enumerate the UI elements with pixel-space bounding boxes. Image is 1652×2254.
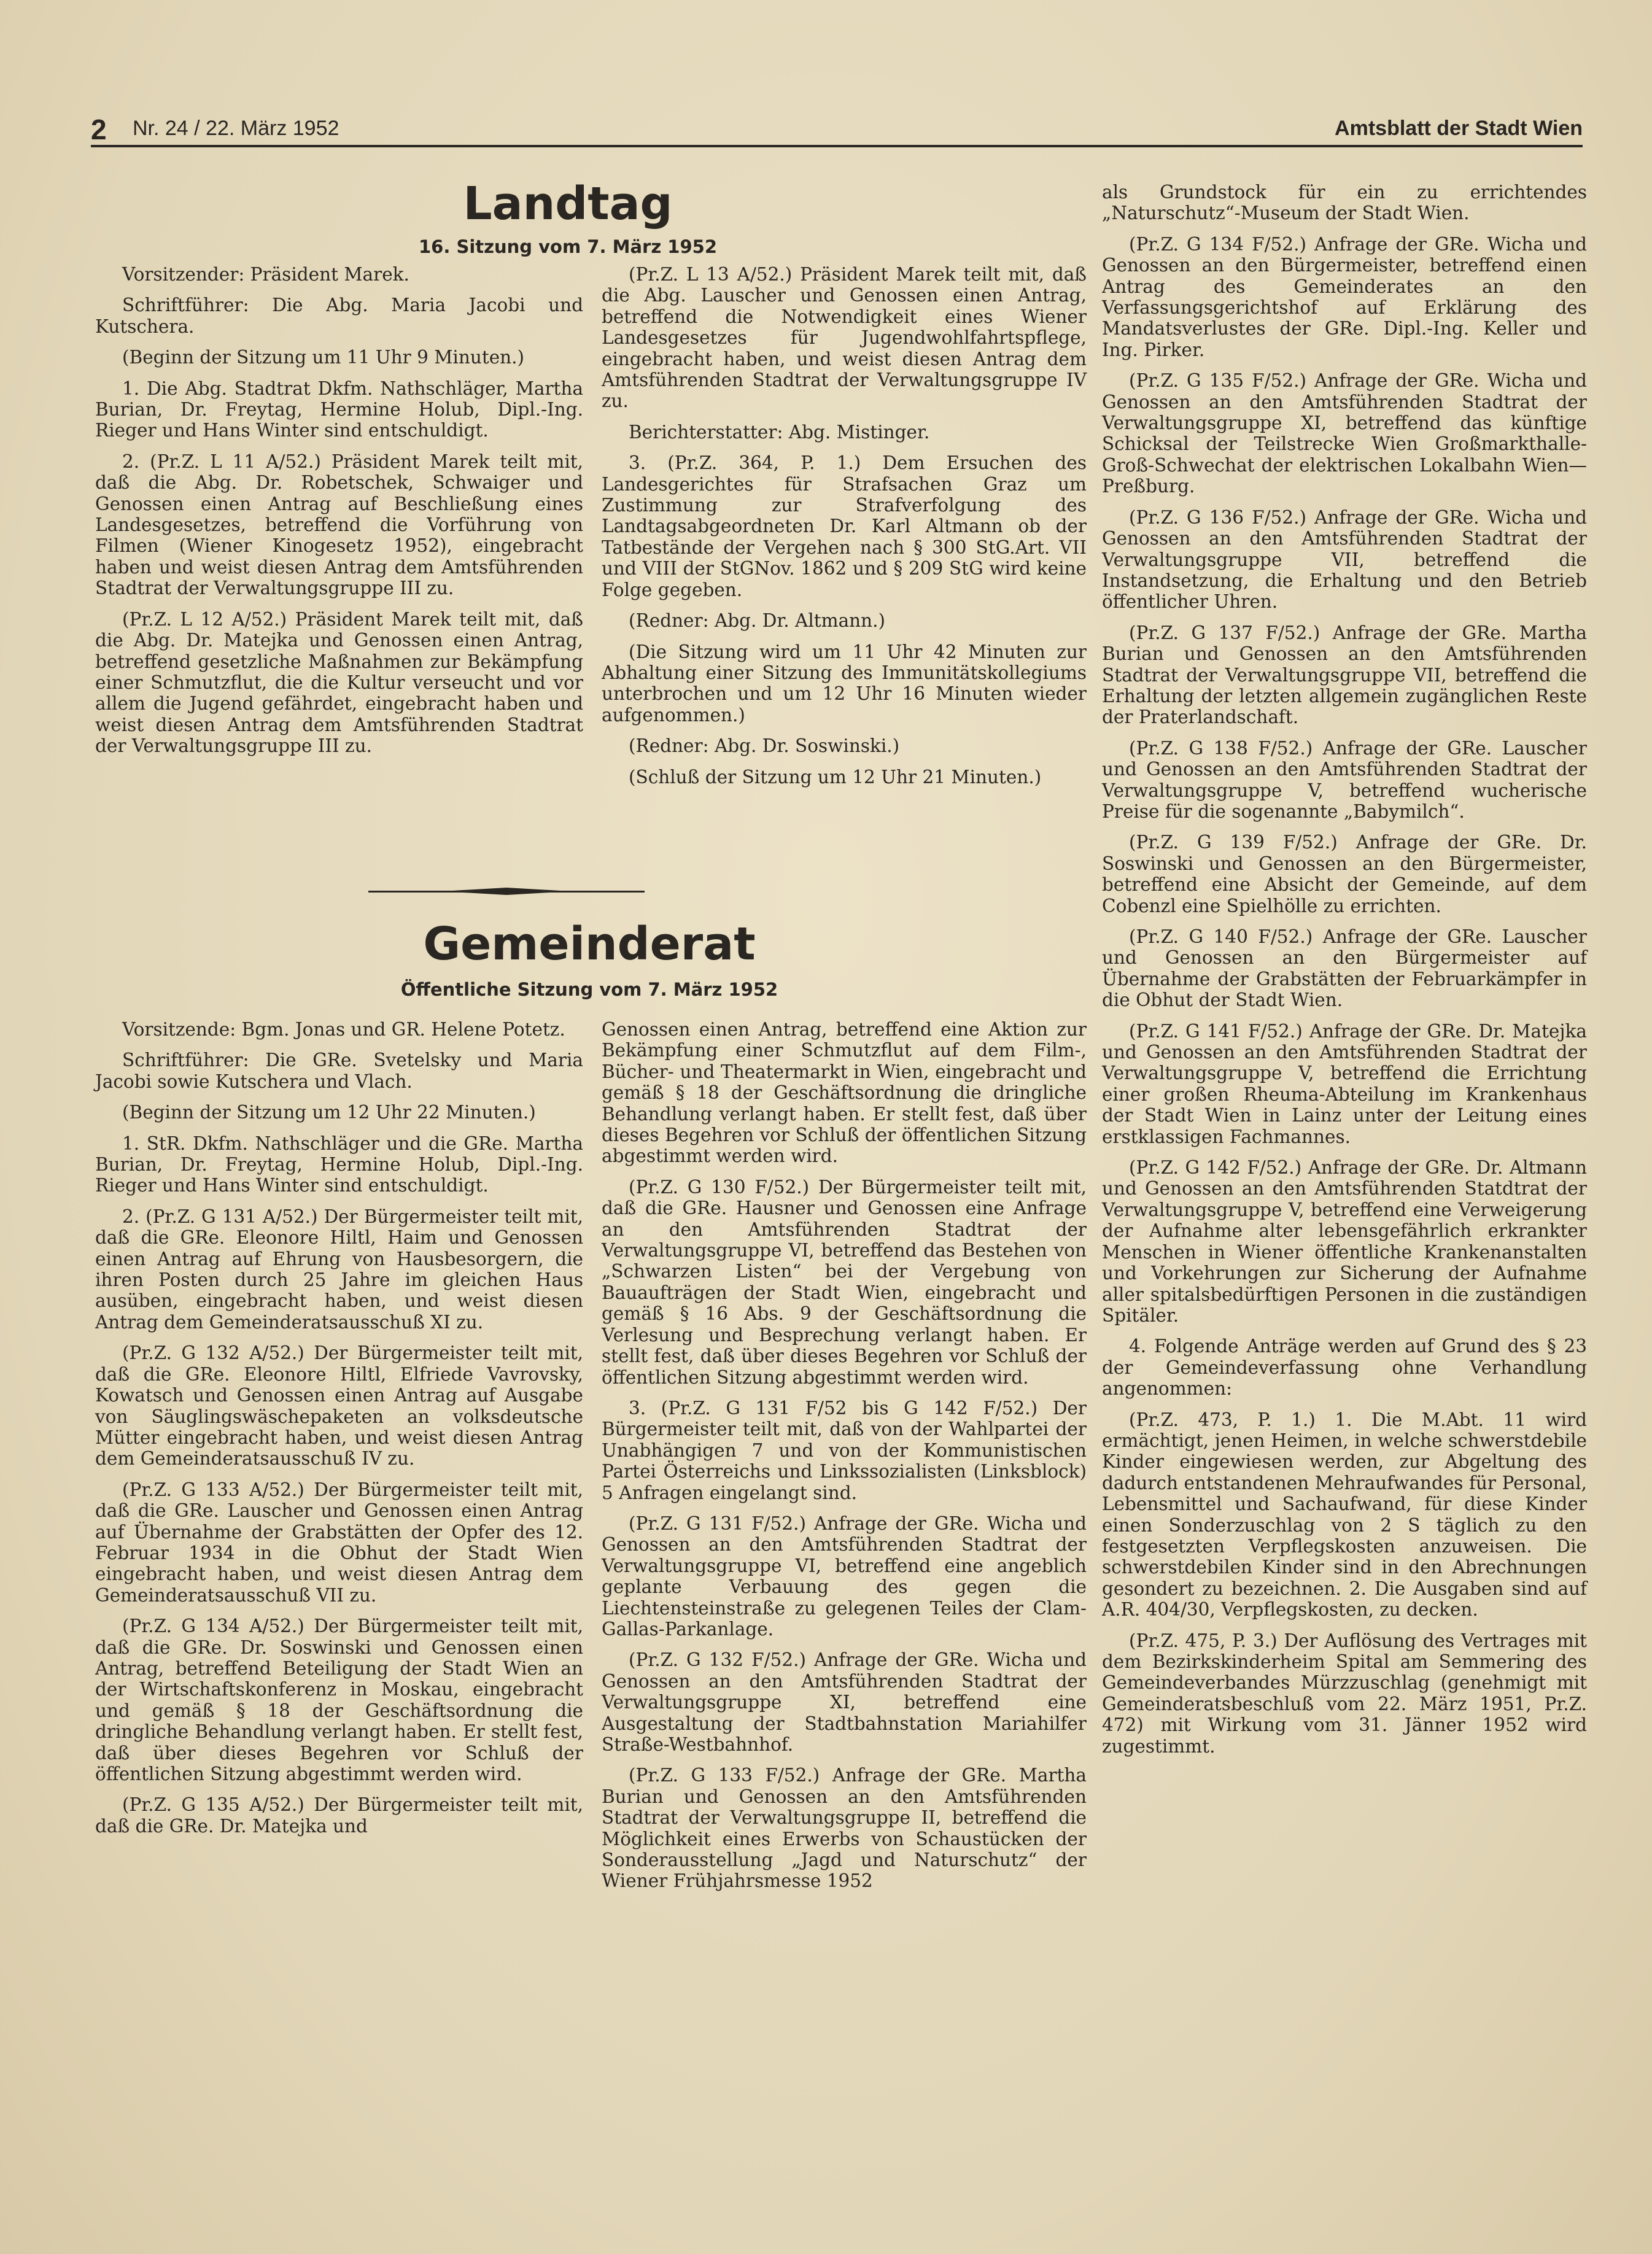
landtag-column-1: [95, 264, 583, 767]
gemeinderat-column-2: [602, 1019, 1087, 1902]
paragraph: (Pr.Z. G 132 F/52.) Anfrage der GRe. Wicha und Genossen an den Amtsführenden Stadtrat der Verwaltungsgruppe XI, betreffend eine Ausgestaltung der Stadtbahnstation Mariahilfer Straße-Westbahnhof.: [602, 1649, 1087, 1755]
paragraph: (Pr.Z. G 130 F/52.) Der Bürgermeister teilt mit, daß die GRe. Hausner und Genossen eine Anfrage an den Amtsführenden Stadtrat der Verwaltungsgruppe VI, betreffend das Bestehen von „Schwarzen Listen“ bei der Vergebung von Bauaufträgen der Stadt Wien, eingebracht und gemäß § 16 Abs. 9 der Geschäftsordnung die Verlesung und Besprechung verlangt haben. Er stellt fest, daß über dieses Begehren vor Schluß der öffentlichen Sitzung abgestimmt werden wird.: [602, 1176, 1087, 1388]
paragraph: (Schluß der Sitzung um 12 Uhr 21 Minuten.): [629, 766, 1042, 788]
paragraph: (Beginn der Sitzung um 12 Uhr 22 Minuten.): [122, 1102, 536, 1123]
paragraph: (Pr.Z. G 131 F/52.) Anfrage der GRe. Wicha und Genossen an den Amtsführenden Stadtrat der Verwaltungsgruppe VI, betreffend eine angeblich geplante Verbauung des gegen die Liechtensteinstraße zu gelegenen Teiles der Clam-Gallas-Parkanlage.: [602, 1512, 1087, 1640]
paragraph: (Pr.Z. G 142 F/52.) Anfrage der GRe. Dr. Altmann und Genossen an den Amtsführenden Statdtrat der Verwaltungsgruppe V, betreffend eine Verweigerung der Aufnahme alter lebensgefährlich erkrankter Menschen in Wiener öffentliche Krankenanstalten und Vorkehrungen zur Sicherung der Aufnahme aller spitalsbedürftigen Personen in die zuständigen Spitäler.: [1102, 1157, 1587, 1326]
paragraph: Berichterstatter: Abg. Mistinger.: [629, 421, 930, 443]
issue-line: Nr. 24 / 22. März 1952: [133, 117, 339, 140]
gemeinderat-column-1: [95, 1019, 583, 1846]
landtag-headline: Landtag: [463, 177, 673, 230]
paragraph: (Redner: Abg. Dr. Soswinski.): [629, 735, 900, 757]
page-header: [91, 113, 1583, 147]
paragraph: Schriftführer: Die Abg. Maria Jacobi und Kutschera.: [95, 295, 583, 337]
paragraph: (Pr.Z. G 134 A/52.) Der Bürgermeister teilt mit, daß die GRe. Dr. Soswinski und Genossen einen Antrag, betreffend Beteiligung der Stadt Wien an der Wirtschaftskonferenz in Moskau, eingebracht und gemäß § 18 der Geschäftsordnung die dringliche Behandlung verlangt haben. Er stellt fest, daß über dieses Begehren vor Schluß der öffentlichen Sitzung abgestimmt werden wird.: [95, 1616, 583, 1784]
paragraph: (Pr.Z. G 132 A/52.) Der Bürgermeister teilt mit, daß die GRe. Eleonore Hiltl, Elfriede Vavrovsky, Kowatsch und Genossen einen Antrag auf Ausgabe von Säuglingswäschepaketen an volksdeutsche Mütter eingebracht haben, und weist diesen Antrag dem Gemeinderatsausschuß IV zu.: [95, 1342, 583, 1470]
paragraph: Vorsitzende: Bgm. Jonas und GR. Helene Potetz.: [122, 1019, 565, 1040]
paragraph: (Pr.Z. G 135 A/52.) Der Bürgermeister teilt mit, daß die GRe. Dr. Matejka und: [95, 1794, 583, 1837]
paragraph: (Pr.Z. L 12 A/52.) Präsident Marek teilt mit, daß die Abg. Dr. Matejka und Genossen einen Antrag, betreffend gesetzliche Maßnahmen zur Bekämpfung einer Schmutzflut, die die Kultur verseucht und vor allem die Jugend gefährdet, eingebracht haben und weist diesen Antrag dem Amtsführenden Stadtrat der Verwaltungsgruppe III zu.: [95, 608, 583, 757]
landtag-column-2: [602, 264, 1087, 797]
paragraph: Schriftführer: Die GRe. Svetelsky und Maria Jacobi sowie Kutschera und Vlach.: [95, 1050, 583, 1092]
paragraph: 3. (Pr.Z. G 131 F/52 bis G 142 F/52.) Der Bürgermeister teilt mit, daß von der Wahlpartei der Unabhängigen 7 und von der Kommunistischen Partei Österreichs und Linkssozialisten (Linksblock) 5 Anfragen eingelangt sind.: [602, 1397, 1087, 1503]
paragraph: (Pr.Z. G 138 F/52.) Anfrage der GRe. Lauscher und Genossen an den Amtsführenden Stadtrat der Verwaltungsgruppe V, betreffend wucherische Preise für die sogenannte „Babymilch“.: [1102, 737, 1587, 822]
paragraph: (Pr.Z. 475, P. 3.) Der Auflösung des Vertrages mit dem Bezirkskinderheim Spital am Semmering des Gemeindeverbandes Mürzzuschlag (genehmigt mit Gemeinderatsbeschluß vom 22. März 1951, Pr.Z. 472) mit Wirkung vom 31. Jänner 1952 wird zugestimmt.: [1102, 1630, 1587, 1757]
paragraph: 3. (Pr.Z. 364, P. 1.) Dem Ersuchen des Landesgerichtes für Strafsachen Graz um Zustimmung zur Strafverfolgung des Landtagsabgeordneten Dr. Karl Altmann ob der Tatbestände der Vergehen nach § 300 StG.Art. VII und VIII der StGNov. 1862 und § 209 StG wird keine Folge gegeben.: [602, 452, 1087, 600]
paragraph: (Redner: Abg. Dr. Altmann.): [629, 610, 886, 632]
paragraph: 4. Folgende Anträge werden auf Grund des § 23 der Gemeindeverfassung ohne Verhandlung angenommen:: [1102, 1336, 1587, 1400]
gemeinderat-headline: Gemeinderat: [423, 918, 756, 970]
paragraph: (Pr.Z. G 135 F/52.) Anfrage der GRe. Wicha und Genossen an den Amtsführenden Stadtrat der Verwaltungsgruppe XI, betreffend das künftige Schicksal der Teilstrecke Wien Großmarkthalle-Groß-Schwechat der elektrischen Lokalbahn Wien—Preßburg.: [1102, 370, 1587, 497]
paragraph: (Pr.Z. G 136 F/52.) Anfrage der GRe. Wicha und Genossen an den Amtsführenden Stadtrat der Verwaltungsgruppe VII, betreffend die Instandsetzung, die Erhaltung und den Betrieb öffentlicher Uhren.: [1102, 506, 1587, 613]
paragraph: Genossen einen Antrag, betreffend eine Aktion zur Bekämpfung einer Schmutzflut auf dem Film-, Bücher- und Theatermarkt in Wien, eingebracht und gemäß § 18 der Geschäftsordnung die dringliche Behandlung verlangt haben. Er stellt fest, daß über dieses Begehren vor Schluß der öffentlichen Sitzung abgestimmt werden wird.: [602, 1019, 1087, 1167]
landtag-subheadline: 16. Sitzung vom 7. März 1952: [418, 236, 718, 257]
paragraph: (Pr.Z. G 133 F/52.) Anfrage der GRe. Martha Burian und Genossen an den Amtsführenden Stadtrat der Verwaltungsgruppe II, betreffend die Möglichkeit eines Erwerbs von Schaustücken der Sonderausstellung „Jagd und Naturschutz“ der Wiener Frühjahrsmesse 1952: [602, 1765, 1087, 1892]
paragraph: (Pr.Z. 473, P. 1.) 1. Die M.Abt. 11 wird ermächtigt, jenen Heimen, in welche schwerstdebile Kinder eingewiesen werden, zur Abgeltung des dadurch entstandenen Mehraufwandes für Personal, Lebensmittel und Sachaufwand, für diese Kinder einen Sonderzuschlag von 2 S täglich zu den festgesetzten Verpflegskosten anzuweisen. Die schwerstdebilen Kinder sind in den Abrechnungen gesondert zu bezeichnen. 2. Die Ausgaben sind auf A.R. 404/30, Verpflegskosten, zu decken.: [1102, 1409, 1587, 1621]
publication-title: Amtsblatt der Stadt Wien: [1335, 117, 1583, 140]
paragraph: (Pr.Z. G 137 F/52.) Anfrage der GRe. Martha Burian und Genossen an den Amtsführenden Stadtrat der Verwaltungsgruppe VII, betreffend die Erhaltung der letzten allgemein zugänglichen Reste der Praterlandschaft.: [1102, 622, 1587, 728]
page-number: 2: [91, 114, 107, 145]
paragraph: 1. Die Abg. Stadtrat Dkfm. Nathschläger, Martha Burian, Dr. Freytag, Hermine Holub, Dipl.-Ing. Rieger und Hans Winter sind entschuldigt.: [95, 378, 583, 441]
paragraph: (Pr.Z. L 13 A/52.) Präsident Marek teilt mit, daß die Abg. Lauscher und Genossen einen Antrag, betreffend die Notwendigkeit eines Wiener Landesgesetzes für Jugendwohlfahrtspflege, eingebracht haben, und weist diesen Antrag dem Amtsführenden Stadtrat der Verwaltungsgruppe IV zu.: [602, 264, 1087, 412]
paragraph: (Pr.Z. G 140 F/52.) Anfrage der GRe. Lauscher und Genossen an den Bürgermeister auf Übernahme der Grabstätten der Februarkämpfer in die Obhut der Stadt Wien.: [1102, 926, 1587, 1011]
paragraph: (Pr.Z. G 139 F/52.) Anfrage der GRe. Dr. Soswinski und Genossen an den Bürgermeister, betreffend eine Absicht der Gemeinde, auf dem Cobenzl eine Spielhölle zu errichten.: [1102, 832, 1587, 916]
paragraph: (Pr.Z. G 141 F/52.) Anfrage der GRe. Dr. Matejka und Genossen an den Amtsführenden Stadtrat der Verwaltungsgruppe V, betreffend die Errichtung einer großen Rheuma-Abteilung im Krankenhaus der Stadt Wien in Lainz unter der Leitung eines erstklassigen Fachmannes.: [1102, 1020, 1587, 1147]
paragraph: (Die Sitzung wird um 11 Uhr 42 Minuten zur Abhaltung einer Sitzung des Immunitätskollegiums unterbrochen und um 12 Uhr 16 Minuten wieder aufgenommen.): [602, 641, 1087, 726]
paragraph: (Beginn der Sitzung um 11 Uhr 9 Minuten.): [122, 347, 525, 368]
section-divider-line: [368, 891, 645, 893]
right-column: [1102, 182, 1587, 1767]
paragraph: (Pr.Z. G 133 A/52.) Der Bürgermeister teilt mit, daß die GRe. Lauscher und Genossen einen Antrag auf Übernahme der Grabstätten der Opfer des 12. Februar 1934 in die Obhut der Stadt Wien eingebracht haben, und weist diesen Antrag dem Gemeinderatsausschuß VII zu.: [95, 1479, 583, 1606]
paragraph: 2. (Pr.Z. G 131 A/52.) Der Bürgermeister teilt mit, daß die GRe. Eleonore Hiltl, Haim und Genossen einen Antrag auf Ehrung von Hausbesorgern, die ihren Posten durch 25 Jahre im gleichen Haus ausüben, eingebracht haben, und weist diesen Antrag dem Gemeinderatsausschuß XI zu.: [95, 1206, 583, 1333]
paragraph: (Pr.Z. G 134 F/52.) Anfrage der GRe. Wicha und Genossen an den Bürgermeister, betreffend einen Antrag des Gemeinderates an den Verfassungsgerichtshof auf Erklärung des Mandatsverlustes der GRe. Dipl.-Ing. Keller und Ing. Pirker.: [1102, 233, 1587, 360]
paragraph: Vorsitzender: Präsident Marek.: [122, 264, 409, 285]
paragraph: 2. (Pr.Z. L 11 A/52.) Präsident Marek teilt mit, daß die Abg. Dr. Robetschek, Schwaiger und Genossen einen Antrag auf Beschließung eines Landesgesetzes, betreffend die Vorführung von Filmen (Wiener Kinogesetz 1952), eingebracht haben und weist diesen Antrag dem Amtsführenden Stadtrat der Verwaltungsgruppe III zu.: [95, 451, 583, 599]
gemeinderat-subheadline: Öffentliche Sitzung vom 7. März 1952: [400, 979, 778, 1000]
paragraph: 1. StR. Dkfm. Nathschläger und die GRe. Martha Burian, Dr. Freytag, Hermine Holub, Dipl.-Ing. Rieger und Hans Winter sind entschuldigt.: [95, 1133, 583, 1196]
paragraph: als Grundstock für ein zu errichtendes „Naturschutz“-Museum der Stadt Wien.: [1102, 182, 1587, 224]
